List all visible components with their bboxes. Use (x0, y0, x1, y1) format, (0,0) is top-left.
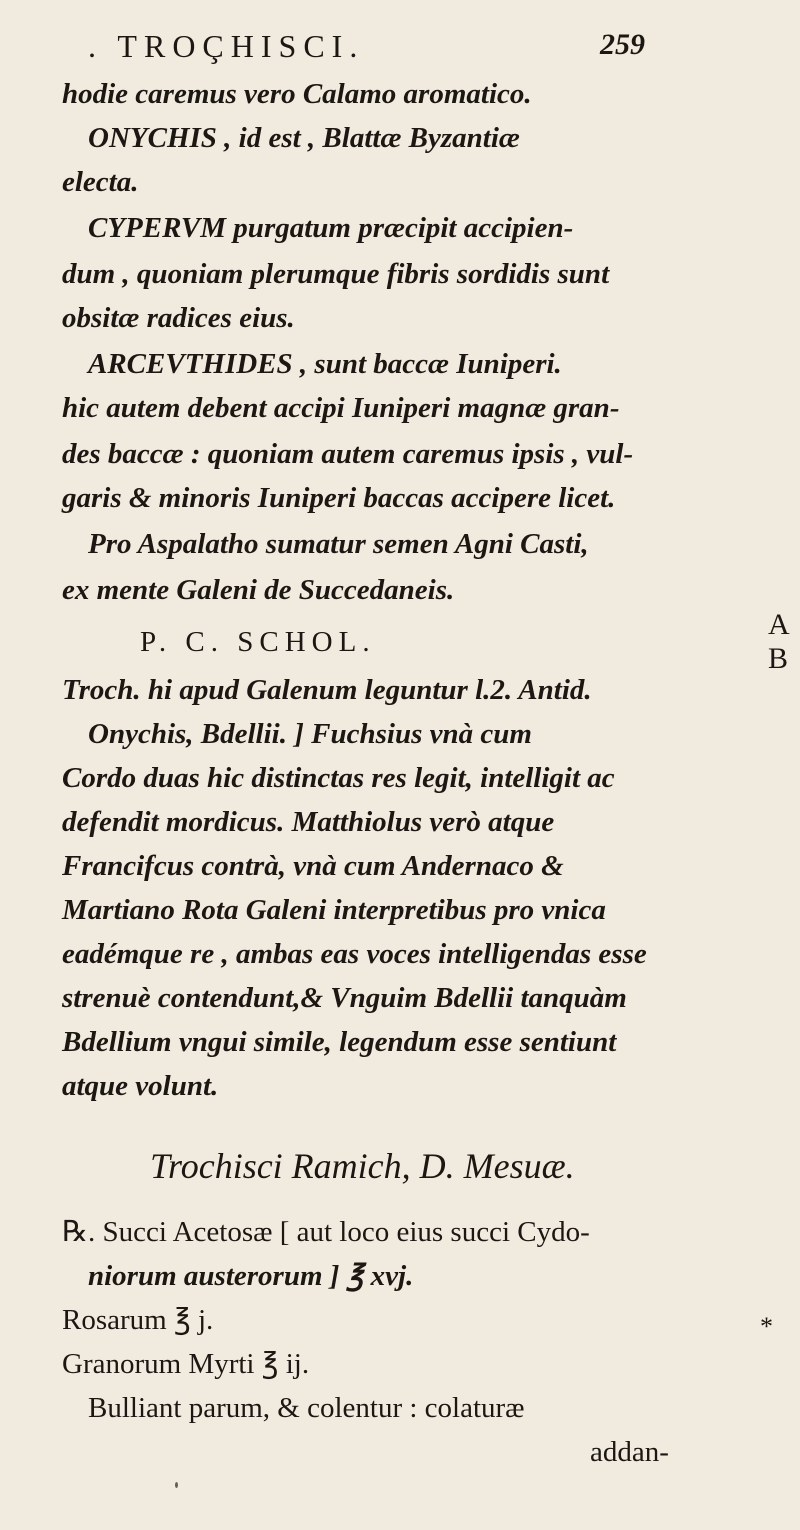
text-line: garis & minoris Iuniperi baccas accipere licet. (62, 482, 616, 514)
catchword: addan- (590, 1436, 669, 1468)
text-line: hic autem debent accipi Iuniperi magnæ gran- (62, 392, 620, 424)
scholium-line: Martiano Rota Galeni interpretibus pro vnica (62, 894, 606, 926)
text-line: obsitæ radices eius. (62, 302, 295, 334)
text-line: ONYCHIS , id est , Blattæ Byzantiæ (88, 122, 520, 154)
scholium-line: Troch. hi apud Galenum leguntur l.2. Antid. (62, 674, 592, 706)
text-line: Pro Aspalatho sumatur semen Agni Casti, (88, 528, 589, 560)
text-line: ex mente Galeni de Succedaneis. (62, 574, 455, 606)
scholium-line: Onychis, Bdellii. ] Fuchsius vnà cum (88, 718, 532, 750)
text-line: electa. (62, 166, 139, 198)
scholium-line: Francifcus contrà, vnà cum Andernaco & (62, 850, 564, 882)
scholium-line: defendit mordicus. Matthiolus verò atque (62, 806, 555, 838)
recipe-title: Trochisci Ramich, D. Mesuæ. (150, 1146, 575, 1186)
scholium-line: Cordo duas hic distinctas res legit, intelligit ac (62, 762, 615, 794)
text-line: CYPERVM purgatum præcipit accipien- (88, 212, 574, 244)
page-number: 259 (600, 28, 645, 61)
scholium-line: Bdellium vngui simile, legendum esse sentiunt (62, 1026, 617, 1058)
recipe-line: Bulliant parum, & colentur : colaturæ (88, 1392, 525, 1424)
scholium-line: atque volunt. (62, 1070, 219, 1102)
recipe-line: niorum austerorum ] ℥ xvj. (88, 1260, 414, 1292)
text-line: dum , quoniam plerumque fibris sordidis sunt (62, 258, 610, 290)
margin-note-b: B (768, 642, 789, 675)
recipe-line: Granorum Myrti ℥ ij. (62, 1348, 310, 1380)
margin-note-a: A (768, 608, 790, 641)
recipe-line: ℞. Succi Acetosæ [ aut loco eius succi Cydo- (62, 1216, 590, 1248)
text-line: ARCEVTHIDES , sunt baccæ Iuniperi. (88, 348, 562, 380)
scholium-line: strenuè contendunt,& Vnguim Bdellii tanquàm (62, 982, 627, 1014)
recipe-line: Rosarum ℥ j. (62, 1304, 214, 1336)
text-line: des baccæ : quoniam autem caremus ipsis , vul- (62, 438, 634, 470)
asterisk-mark: * (760, 1312, 773, 1341)
ink-speck (175, 1482, 178, 1488)
text-line: hodie caremus vero Calamo aromatico. (62, 78, 532, 110)
scholium-heading: P. C. SCHOL. (140, 626, 376, 658)
running-head: . TROÇHISCI. (88, 28, 365, 64)
scholium-line: eadémque re , ambas eas voces intelligendas esse (62, 938, 647, 970)
